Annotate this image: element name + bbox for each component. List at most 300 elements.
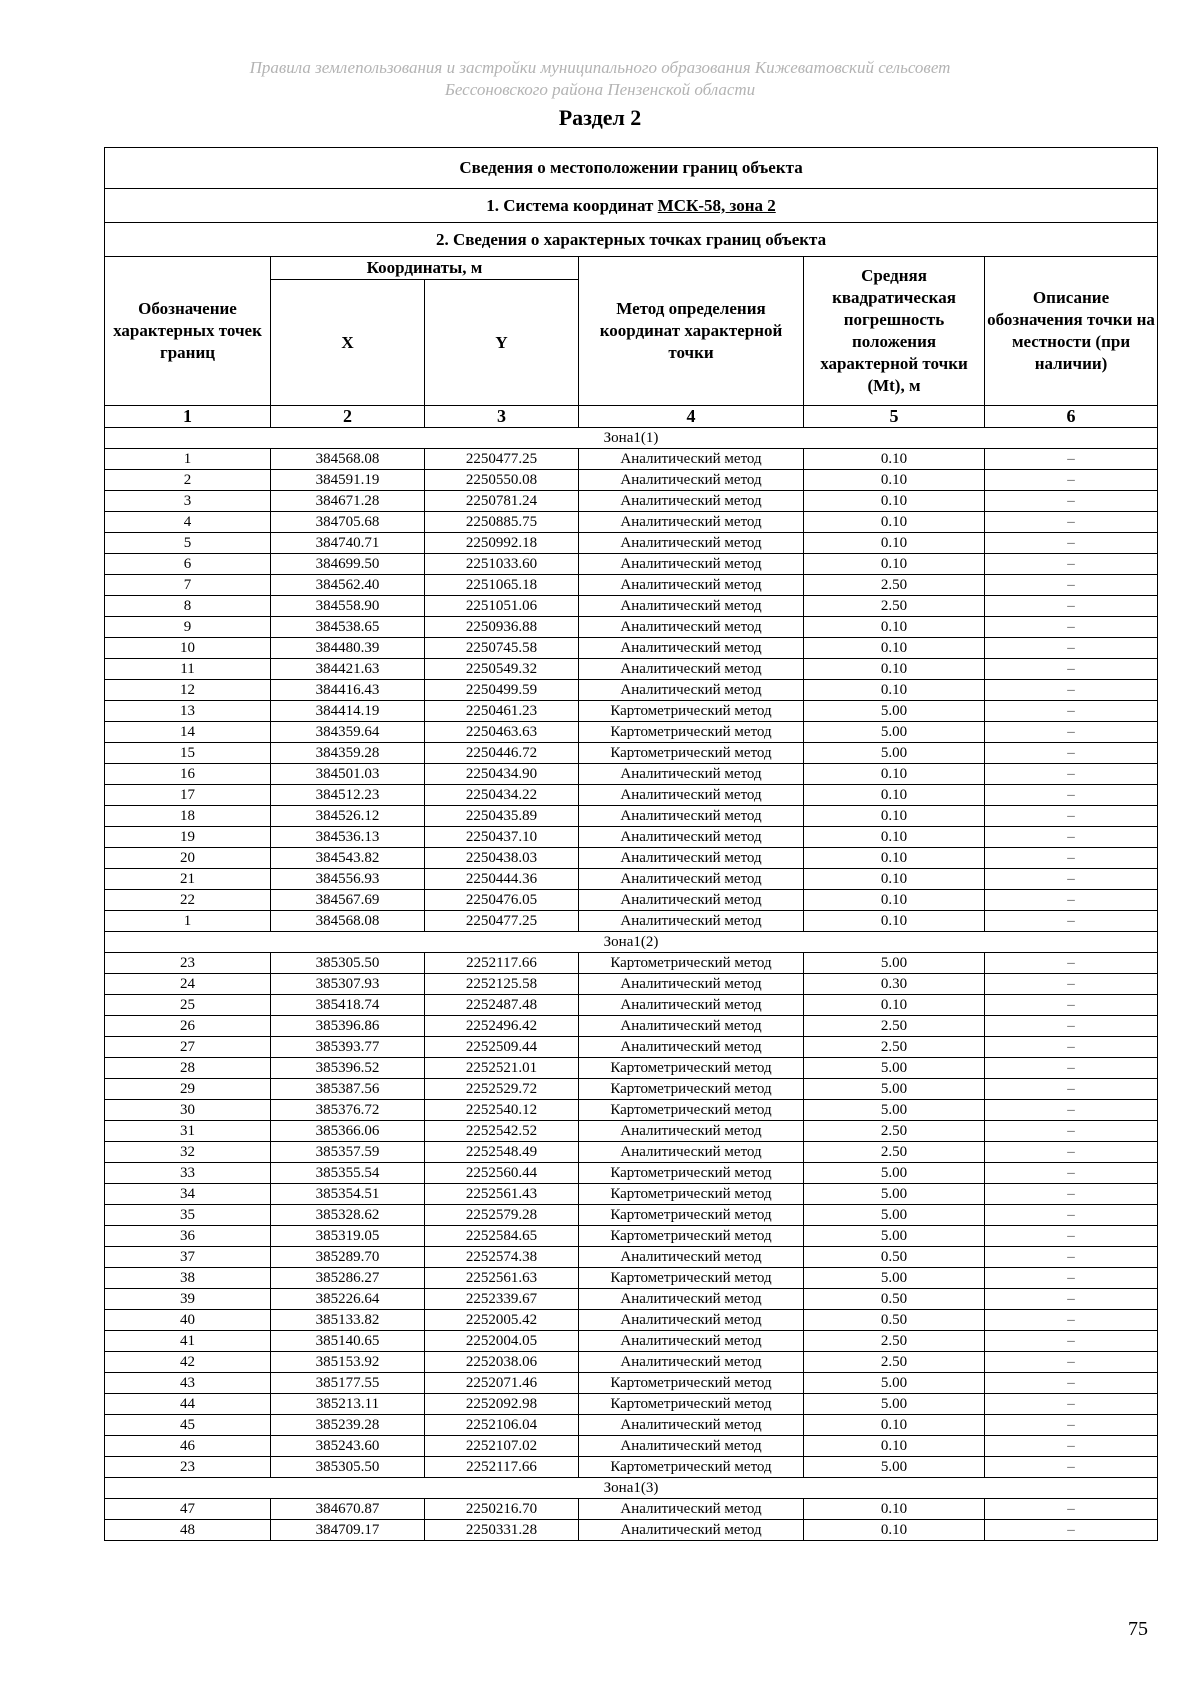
y-coordinate-cell: 2252092.98 bbox=[425, 1394, 579, 1415]
mean-error-cell: 2.50 bbox=[804, 1142, 985, 1163]
method-cell: Аналитический метод bbox=[579, 974, 804, 995]
header-method: Метод определения координат характерной точки bbox=[579, 257, 804, 406]
point-id-cell: 23 bbox=[105, 953, 271, 974]
mean-error-cell: 0.10 bbox=[804, 1520, 985, 1541]
header-point-designation: Обозначение характерных точек границ bbox=[105, 257, 271, 406]
x-coordinate-cell: 385177.55 bbox=[271, 1373, 425, 1394]
x-coordinate-cell: 384543.82 bbox=[271, 848, 425, 869]
method-cell: Картометрический метод bbox=[579, 722, 804, 743]
mean-error-cell: 5.00 bbox=[804, 1079, 985, 1100]
y-coordinate-cell: 2250936.88 bbox=[425, 617, 579, 638]
method-cell: Аналитический метод bbox=[579, 1499, 804, 1520]
x-coordinate-cell: 385140.65 bbox=[271, 1331, 425, 1352]
description-cell: – bbox=[985, 1268, 1158, 1289]
method-cell: Аналитический метод bbox=[579, 764, 804, 785]
method-cell: Аналитический метод bbox=[579, 449, 804, 470]
header-y: Y bbox=[425, 280, 579, 406]
y-coordinate-cell: 2252561.43 bbox=[425, 1184, 579, 1205]
column-number: 2 bbox=[271, 406, 425, 428]
method-cell: Аналитический метод bbox=[579, 806, 804, 827]
mean-error-cell: 5.00 bbox=[804, 743, 985, 764]
table-row bbox=[105, 1394, 1158, 1415]
x-coordinate-cell: 385376.72 bbox=[271, 1100, 425, 1121]
mean-error-cell: 0.10 bbox=[804, 869, 985, 890]
method-cell: Аналитический метод bbox=[579, 1016, 804, 1037]
mean-error-cell: 5.00 bbox=[804, 1163, 985, 1184]
y-coordinate-cell: 2252561.63 bbox=[425, 1268, 579, 1289]
mean-error-cell: 5.00 bbox=[804, 722, 985, 743]
mean-error-cell: 5.00 bbox=[804, 701, 985, 722]
x-coordinate-cell: 384562.40 bbox=[271, 575, 425, 596]
description-cell: – bbox=[985, 491, 1158, 512]
y-coordinate-cell: 2251033.60 bbox=[425, 554, 579, 575]
x-coordinate-cell: 385226.64 bbox=[271, 1289, 425, 1310]
description-cell: – bbox=[985, 995, 1158, 1016]
point-id-cell: 24 bbox=[105, 974, 271, 995]
point-id-cell: 14 bbox=[105, 722, 271, 743]
description-cell: – bbox=[985, 1373, 1158, 1394]
mean-error-cell: 5.00 bbox=[804, 1268, 985, 1289]
description-cell: – bbox=[985, 848, 1158, 869]
mean-error-cell: 0.10 bbox=[804, 1436, 985, 1457]
x-coordinate-cell: 385319.05 bbox=[271, 1226, 425, 1247]
table-row bbox=[105, 1373, 1158, 1394]
point-id-cell: 46 bbox=[105, 1436, 271, 1457]
document-header-line-2: Бессоновского района Пензенской области bbox=[444, 80, 756, 99]
mean-error-cell: 5.00 bbox=[804, 953, 985, 974]
table-row bbox=[105, 1310, 1158, 1331]
table-row bbox=[105, 1457, 1158, 1478]
mean-error-cell: 0.10 bbox=[804, 533, 985, 554]
table-row bbox=[105, 911, 1158, 932]
table-row bbox=[105, 1268, 1158, 1289]
point-id-cell: 18 bbox=[105, 806, 271, 827]
x-coordinate-cell: 385307.93 bbox=[271, 974, 425, 995]
point-id-cell: 21 bbox=[105, 869, 271, 890]
table-row bbox=[105, 827, 1158, 848]
table-row bbox=[105, 1079, 1158, 1100]
mean-error-cell: 0.10 bbox=[804, 995, 985, 1016]
header-description: Описание обозначения точки на местности (при наличии) bbox=[985, 257, 1158, 406]
point-id-cell: 11 bbox=[105, 659, 271, 680]
x-coordinate-cell: 385387.56 bbox=[271, 1079, 425, 1100]
x-coordinate-cell: 385418.74 bbox=[271, 995, 425, 1016]
point-id-cell: 28 bbox=[105, 1058, 271, 1079]
description-cell: – bbox=[985, 470, 1158, 491]
x-coordinate-cell: 385366.06 bbox=[271, 1121, 425, 1142]
mean-error-cell: 0.10 bbox=[804, 680, 985, 701]
table-row bbox=[105, 1142, 1158, 1163]
table-row bbox=[105, 1352, 1158, 1373]
y-coordinate-cell: 2250499.59 bbox=[425, 680, 579, 701]
y-coordinate-cell: 2250463.63 bbox=[425, 722, 579, 743]
description-cell: – bbox=[985, 1058, 1158, 1079]
zone-header: Зона1(2) bbox=[105, 932, 1158, 953]
mean-error-cell: 0.10 bbox=[804, 1499, 985, 1520]
table-row bbox=[105, 554, 1158, 575]
x-coordinate-cell: 384501.03 bbox=[271, 764, 425, 785]
point-id-cell: 16 bbox=[105, 764, 271, 785]
x-coordinate-cell: 384568.08 bbox=[271, 449, 425, 470]
mean-error-cell: 0.10 bbox=[804, 491, 985, 512]
method-cell: Аналитический метод bbox=[579, 638, 804, 659]
method-cell: Аналитический метод bbox=[579, 1142, 804, 1163]
y-coordinate-cell: 2250437.10 bbox=[425, 827, 579, 848]
header-x: X bbox=[271, 280, 425, 406]
description-cell: – bbox=[985, 1184, 1158, 1205]
table-row bbox=[105, 470, 1158, 491]
point-id-cell: 45 bbox=[105, 1415, 271, 1436]
mean-error-cell: 0.10 bbox=[804, 554, 985, 575]
mean-error-cell: 2.50 bbox=[804, 575, 985, 596]
mean-error-cell: 2.50 bbox=[804, 1331, 985, 1352]
x-coordinate-cell: 385286.27 bbox=[271, 1268, 425, 1289]
point-id-cell: 35 bbox=[105, 1205, 271, 1226]
x-coordinate-cell: 384699.50 bbox=[271, 554, 425, 575]
x-coordinate-cell: 385305.50 bbox=[271, 953, 425, 974]
table-row bbox=[105, 1184, 1158, 1205]
table-row bbox=[105, 1058, 1158, 1079]
description-cell: – bbox=[985, 869, 1158, 890]
method-cell: Аналитический метод bbox=[579, 890, 804, 911]
y-coordinate-cell: 2251051.06 bbox=[425, 596, 579, 617]
x-coordinate-cell: 384421.63 bbox=[271, 659, 425, 680]
x-coordinate-cell: 385328.62 bbox=[271, 1205, 425, 1226]
table-row bbox=[105, 491, 1158, 512]
mean-error-cell: 0.30 bbox=[804, 974, 985, 995]
mean-error-cell: 2.50 bbox=[804, 1037, 985, 1058]
description-cell: – bbox=[985, 743, 1158, 764]
method-cell: Аналитический метод bbox=[579, 533, 804, 554]
x-coordinate-cell: 384359.64 bbox=[271, 722, 425, 743]
description-cell: – bbox=[985, 806, 1158, 827]
y-coordinate-cell: 2250434.22 bbox=[425, 785, 579, 806]
point-id-cell: 40 bbox=[105, 1310, 271, 1331]
mean-error-cell: 2.50 bbox=[804, 1016, 985, 1037]
description-cell: – bbox=[985, 1289, 1158, 1310]
y-coordinate-cell: 2252071.46 bbox=[425, 1373, 579, 1394]
table-row bbox=[105, 1520, 1158, 1541]
mean-error-cell: 2.50 bbox=[804, 1121, 985, 1142]
method-cell: Картометрический метод bbox=[579, 1184, 804, 1205]
mean-error-cell: 5.00 bbox=[804, 1457, 985, 1478]
description-cell: – bbox=[985, 1163, 1158, 1184]
x-coordinate-cell: 385213.11 bbox=[271, 1394, 425, 1415]
point-id-cell: 19 bbox=[105, 827, 271, 848]
point-id-cell: 33 bbox=[105, 1163, 271, 1184]
method-cell: Аналитический метод bbox=[579, 1331, 804, 1352]
table-row bbox=[105, 1121, 1158, 1142]
method-cell: Аналитический метод bbox=[579, 1352, 804, 1373]
point-id-cell: 8 bbox=[105, 596, 271, 617]
table-row bbox=[105, 575, 1158, 596]
method-cell: Картометрический метод bbox=[579, 1226, 804, 1247]
method-cell: Аналитический метод bbox=[579, 827, 804, 848]
method-cell: Аналитический метод bbox=[579, 1247, 804, 1268]
x-coordinate-cell: 385243.60 bbox=[271, 1436, 425, 1457]
point-id-cell: 9 bbox=[105, 617, 271, 638]
point-id-cell: 15 bbox=[105, 743, 271, 764]
y-coordinate-cell: 2252117.66 bbox=[425, 953, 579, 974]
method-cell: Картометрический метод bbox=[579, 1394, 804, 1415]
method-cell: Картометрический метод bbox=[579, 1205, 804, 1226]
mean-error-cell: 5.00 bbox=[804, 1394, 985, 1415]
description-cell: – bbox=[985, 1079, 1158, 1100]
mean-error-cell: 0.10 bbox=[804, 1415, 985, 1436]
point-id-cell: 47 bbox=[105, 1499, 271, 1520]
table-row bbox=[105, 596, 1158, 617]
mean-error-cell: 0.10 bbox=[804, 806, 985, 827]
table-row bbox=[105, 974, 1158, 995]
method-cell: Картометрический метод bbox=[579, 1058, 804, 1079]
point-id-cell: 3 bbox=[105, 491, 271, 512]
x-coordinate-cell: 385153.92 bbox=[271, 1352, 425, 1373]
table-row bbox=[105, 512, 1158, 533]
method-cell: Картометрический метод bbox=[579, 701, 804, 722]
y-coordinate-cell: 2252117.66 bbox=[425, 1457, 579, 1478]
method-cell: Аналитический метод bbox=[579, 554, 804, 575]
description-cell: – bbox=[985, 1520, 1158, 1541]
x-coordinate-cell: 385357.59 bbox=[271, 1142, 425, 1163]
method-cell: Аналитический метод bbox=[579, 1520, 804, 1541]
table-title: Сведения о местоположении границ объекта bbox=[105, 148, 1158, 189]
point-id-cell: 5 bbox=[105, 533, 271, 554]
description-cell: – bbox=[985, 1457, 1158, 1478]
description-cell: – bbox=[985, 554, 1158, 575]
description-cell: – bbox=[985, 1226, 1158, 1247]
point-id-cell: 27 bbox=[105, 1037, 271, 1058]
method-cell: Картометрический метод bbox=[579, 1373, 804, 1394]
point-id-cell: 38 bbox=[105, 1268, 271, 1289]
mean-error-cell: 5.00 bbox=[804, 1184, 985, 1205]
method-cell: Аналитический метод bbox=[579, 911, 804, 932]
mean-error-cell: 0.10 bbox=[804, 890, 985, 911]
method-cell: Аналитический метод bbox=[579, 1037, 804, 1058]
y-coordinate-cell: 2252509.44 bbox=[425, 1037, 579, 1058]
description-cell: – bbox=[985, 659, 1158, 680]
method-cell: Аналитический метод bbox=[579, 491, 804, 512]
mean-error-cell: 5.00 bbox=[804, 1205, 985, 1226]
point-id-cell: 39 bbox=[105, 1289, 271, 1310]
point-id-cell: 23 bbox=[105, 1457, 271, 1478]
y-coordinate-cell: 2250745.58 bbox=[425, 638, 579, 659]
y-coordinate-cell: 2250438.03 bbox=[425, 848, 579, 869]
point-id-cell: 20 bbox=[105, 848, 271, 869]
method-cell: Аналитический метод bbox=[579, 1436, 804, 1457]
method-cell: Аналитический метод bbox=[579, 659, 804, 680]
description-cell: – bbox=[985, 722, 1158, 743]
method-cell: Аналитический метод bbox=[579, 1121, 804, 1142]
point-id-cell: 12 bbox=[105, 680, 271, 701]
table-row bbox=[105, 1100, 1158, 1121]
method-cell: Аналитический метод bbox=[579, 470, 804, 491]
table-row bbox=[105, 1289, 1158, 1310]
x-coordinate-cell: 385396.86 bbox=[271, 1016, 425, 1037]
column-number: 3 bbox=[425, 406, 579, 428]
y-coordinate-cell: 2251065.18 bbox=[425, 575, 579, 596]
table-row bbox=[105, 1415, 1158, 1436]
point-id-cell: 31 bbox=[105, 1121, 271, 1142]
description-cell: – bbox=[985, 1331, 1158, 1352]
y-coordinate-cell: 2252125.58 bbox=[425, 974, 579, 995]
x-coordinate-cell: 384568.08 bbox=[271, 911, 425, 932]
mean-error-cell: 2.50 bbox=[804, 596, 985, 617]
table-row bbox=[105, 1205, 1158, 1226]
description-cell: – bbox=[985, 617, 1158, 638]
table-row bbox=[105, 869, 1158, 890]
point-id-cell: 29 bbox=[105, 1079, 271, 1100]
point-id-cell: 7 bbox=[105, 575, 271, 596]
point-id-cell: 6 bbox=[105, 554, 271, 575]
mean-error-cell: 5.00 bbox=[804, 1100, 985, 1121]
zone-header: Зона1(3) bbox=[105, 1478, 1158, 1499]
mean-error-cell: 0.10 bbox=[804, 764, 985, 785]
description-cell: – bbox=[985, 512, 1158, 533]
description-cell: – bbox=[985, 911, 1158, 932]
description-cell: – bbox=[985, 1205, 1158, 1226]
mean-error-cell: 0.10 bbox=[804, 659, 985, 680]
method-cell: Картометрический метод bbox=[579, 953, 804, 974]
method-cell: Картометрический метод bbox=[579, 1457, 804, 1478]
point-id-cell: 2 bbox=[105, 470, 271, 491]
method-cell: Аналитический метод bbox=[579, 995, 804, 1016]
table-row bbox=[105, 680, 1158, 701]
point-id-cell: 10 bbox=[105, 638, 271, 659]
y-coordinate-cell: 2252529.72 bbox=[425, 1079, 579, 1100]
y-coordinate-cell: 2250435.89 bbox=[425, 806, 579, 827]
y-coordinate-cell: 2250885.75 bbox=[425, 512, 579, 533]
description-cell: – bbox=[985, 1394, 1158, 1415]
x-coordinate-cell: 384558.90 bbox=[271, 596, 425, 617]
point-id-cell: 1 bbox=[105, 449, 271, 470]
point-id-cell: 17 bbox=[105, 785, 271, 806]
y-coordinate-cell: 2250461.23 bbox=[425, 701, 579, 722]
table-row bbox=[105, 1331, 1158, 1352]
x-coordinate-cell: 384740.71 bbox=[271, 533, 425, 554]
table-row bbox=[105, 743, 1158, 764]
y-coordinate-cell: 2250444.36 bbox=[425, 869, 579, 890]
point-id-cell: 42 bbox=[105, 1352, 271, 1373]
description-cell: – bbox=[985, 1247, 1158, 1268]
boundary-points-table bbox=[104, 147, 1158, 1541]
description-cell: – bbox=[985, 953, 1158, 974]
y-coordinate-cell: 2252038.06 bbox=[425, 1352, 579, 1373]
description-cell: – bbox=[985, 1121, 1158, 1142]
coordinate-system-label: 1. Система координат bbox=[486, 195, 654, 215]
description-cell: – bbox=[985, 1100, 1158, 1121]
table-row bbox=[105, 449, 1158, 470]
point-id-cell: 25 bbox=[105, 995, 271, 1016]
table-row bbox=[105, 806, 1158, 827]
table-row bbox=[105, 701, 1158, 722]
description-cell: – bbox=[985, 575, 1158, 596]
coordinate-system-row bbox=[105, 189, 1158, 223]
table-row bbox=[105, 659, 1158, 680]
mean-error-cell: 2.50 bbox=[804, 1352, 985, 1373]
table-row bbox=[105, 1499, 1158, 1520]
point-id-cell: 37 bbox=[105, 1247, 271, 1268]
description-cell: – bbox=[985, 638, 1158, 659]
description-cell: – bbox=[985, 1352, 1158, 1373]
coordinate-system-value: МСК-58, зона 2 bbox=[657, 195, 776, 215]
point-id-cell: 32 bbox=[105, 1142, 271, 1163]
description-cell: – bbox=[985, 533, 1158, 554]
description-cell: – bbox=[985, 701, 1158, 722]
point-id-cell: 36 bbox=[105, 1226, 271, 1247]
method-cell: Аналитический метод bbox=[579, 575, 804, 596]
y-coordinate-cell: 2252004.05 bbox=[425, 1331, 579, 1352]
mean-error-cell: 0.10 bbox=[804, 827, 985, 848]
x-coordinate-cell: 384709.17 bbox=[271, 1520, 425, 1541]
description-cell: – bbox=[985, 1037, 1158, 1058]
y-coordinate-cell: 2252542.52 bbox=[425, 1121, 579, 1142]
method-cell: Аналитический метод bbox=[579, 869, 804, 890]
description-cell: – bbox=[985, 1310, 1158, 1331]
method-cell: Аналитический метод bbox=[579, 1310, 804, 1331]
y-coordinate-cell: 2252005.42 bbox=[425, 1310, 579, 1331]
y-coordinate-cell: 2252107.02 bbox=[425, 1436, 579, 1457]
column-number: 4 bbox=[579, 406, 804, 428]
column-number: 5 bbox=[804, 406, 985, 428]
page-number: 75 bbox=[1128, 1618, 1148, 1640]
method-cell: Аналитический метод bbox=[579, 617, 804, 638]
y-coordinate-cell: 2250477.25 bbox=[425, 449, 579, 470]
description-cell: – bbox=[985, 1436, 1158, 1457]
method-cell: Аналитический метод bbox=[579, 512, 804, 533]
table-row bbox=[105, 1436, 1158, 1457]
x-coordinate-cell: 384359.28 bbox=[271, 743, 425, 764]
table-row bbox=[105, 953, 1158, 974]
mean-error-cell: 5.00 bbox=[804, 1058, 985, 1079]
table-row bbox=[105, 1037, 1158, 1058]
y-coordinate-cell: 2252339.67 bbox=[425, 1289, 579, 1310]
mean-error-cell: 0.50 bbox=[804, 1310, 985, 1331]
table-row bbox=[105, 1163, 1158, 1184]
description-cell: – bbox=[985, 680, 1158, 701]
method-cell: Аналитический метод bbox=[579, 1289, 804, 1310]
description-cell: – bbox=[985, 827, 1158, 848]
x-coordinate-cell: 385354.51 bbox=[271, 1184, 425, 1205]
mean-error-cell: 0.10 bbox=[804, 617, 985, 638]
method-cell: Картометрический метод bbox=[579, 1100, 804, 1121]
y-coordinate-cell: 2250446.72 bbox=[425, 743, 579, 764]
description-cell: – bbox=[985, 974, 1158, 995]
description-cell: – bbox=[985, 785, 1158, 806]
document-header-line-1: Правила землепользования и застройки муниципального образования Кижеватовский сельсовет bbox=[249, 58, 951, 77]
method-cell: Аналитический метод bbox=[579, 680, 804, 701]
point-id-cell: 41 bbox=[105, 1331, 271, 1352]
x-coordinate-cell: 385355.54 bbox=[271, 1163, 425, 1184]
table-row bbox=[105, 1016, 1158, 1037]
table-row bbox=[105, 1226, 1158, 1247]
mean-error-cell: 0.10 bbox=[804, 512, 985, 533]
column-number: 6 bbox=[985, 406, 1158, 428]
x-coordinate-cell: 384416.43 bbox=[271, 680, 425, 701]
point-id-cell: 1 bbox=[105, 911, 271, 932]
y-coordinate-cell: 2252560.44 bbox=[425, 1163, 579, 1184]
description-cell: – bbox=[985, 449, 1158, 470]
point-id-cell: 4 bbox=[105, 512, 271, 533]
x-coordinate-cell: 384480.39 bbox=[271, 638, 425, 659]
header-mean-error: Средняя квадратическая погрешность положения характерной точки (Mt), м bbox=[804, 257, 985, 406]
x-coordinate-cell: 385133.82 bbox=[271, 1310, 425, 1331]
header-coordinates: Координаты, м bbox=[271, 257, 579, 280]
y-coordinate-cell: 2252548.49 bbox=[425, 1142, 579, 1163]
description-cell: – bbox=[985, 1499, 1158, 1520]
mean-error-cell: 5.00 bbox=[804, 1373, 985, 1394]
method-cell: Аналитический метод bbox=[579, 596, 804, 617]
x-coordinate-cell: 384567.69 bbox=[271, 890, 425, 911]
